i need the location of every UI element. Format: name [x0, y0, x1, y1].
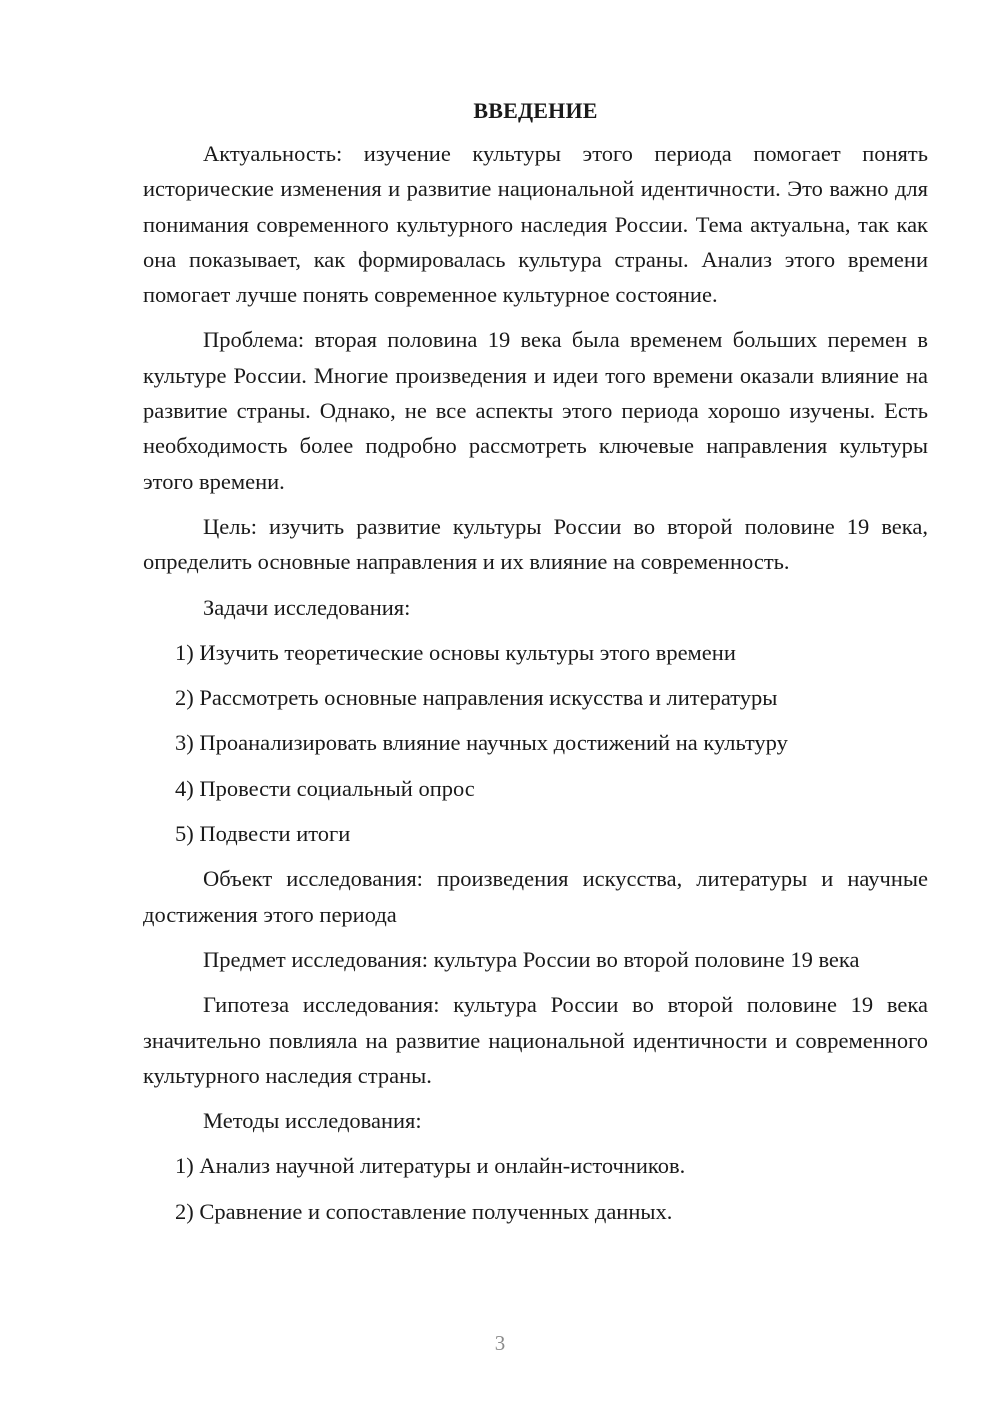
- page-number: 3: [494, 1331, 506, 1355]
- subject-paragraph: Предмет исследования: культура России во второй половине 19 века: [203, 946, 860, 972]
- method-item: 2) Сравнение и сопоставление полученных данных.: [175, 1198, 673, 1224]
- relevance-paragraph: Актуальность: изучение культуры этого периода помогает понять исторические изменения и развитие национальной идентичности. Это важно для понимания современного культурного наследия России. Тема актуальна, так как она показывает, как формировалась культура страны. Анализ этого времени помогает лучше понять современное культурное состояние.: [143, 141, 928, 308]
- goal-paragraph: Цель: изучить развитие культуры России во второй половине 19 века, определить основные направления и их влияние на современность.: [143, 513, 928, 575]
- task-item: 4) Провести социальный опрос: [175, 775, 475, 801]
- task-item: 2) Рассмотреть основные направления искусства и литературы: [175, 685, 778, 711]
- tasks-heading: Задачи исследования:: [203, 594, 411, 620]
- object-paragraph: Объект исследования: произведения искусства, литературы и научные достижения этого периода: [143, 866, 928, 927]
- hypothesis-paragraph: Гипотеза исследования: культура России во второй половине 19 века значительно повлияла на развитие национальной идентичности и современного культурного наследия страны.: [143, 992, 928, 1088]
- problem-paragraph: Проблема: вторая половина 19 века была временем больших перемен в культуре России. Многие произведения и идеи того времени оказали влияние на развитие страны. Однако, не все аспекты этого периода хорошо изучены. Есть необходимость более подробно рассмотреть ключевые направления культуры этого времени.: [143, 327, 928, 494]
- page-content: [143, 96, 928, 1239]
- task-item: 3) Проанализировать влияние научных достижений на культуру: [175, 730, 788, 756]
- task-item: 5) Подвести итоги: [175, 821, 351, 847]
- methods-heading: Методы исследования:: [203, 1108, 422, 1134]
- section-title: ВВЕДЕНИЕ: [473, 98, 598, 123]
- task-item: 1) Изучить теоретические основы культуры этого времени: [175, 639, 736, 665]
- method-item: 1) Анализ научной литературы и онлайн-источников.: [175, 1153, 686, 1179]
